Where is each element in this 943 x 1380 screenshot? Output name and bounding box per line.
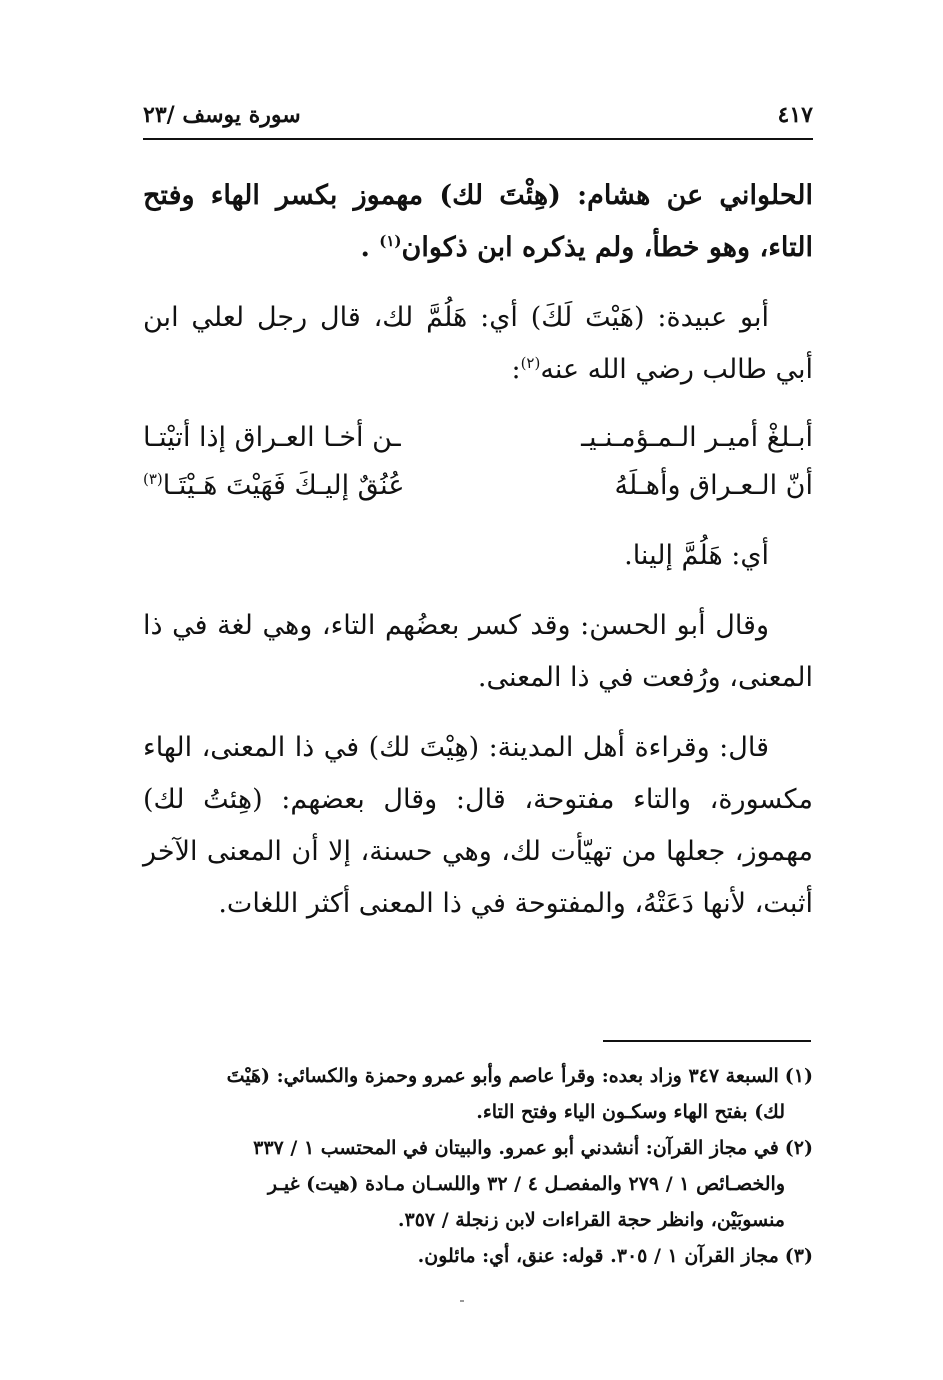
footnote-1-continued: لك) بفتح الهاء وسكـون الياء وفتح التاء. (476, 1101, 785, 1123)
main-text (143, 170, 813, 948)
footnote-ref-3: (٣) (143, 470, 163, 488)
verse-2-second-hemistich (143, 462, 404, 510)
footnote-text: السبعة ٣٤٧ وزاد بعده: وقرأ عاصم وأبو عمرو وحمزة والكسائي: (هَيْتَ (226, 1065, 779, 1087)
footnote-number: (٢) (784, 1137, 813, 1159)
paragraph-tail: : (511, 354, 521, 385)
verse-line-2 (143, 462, 813, 510)
paragraph-hulwani (143, 170, 813, 274)
footnote-number: (١) (784, 1065, 813, 1087)
running-title: سورة يوسف /٢٣ (143, 102, 301, 128)
poem-verse (143, 414, 813, 510)
footnote-2-continued: والخصـائص ١ / ٢٧٩ والمفصـل ٤ / ٣٢ واللسـان مـادة (هيت) غيـر (267, 1173, 785, 1195)
footnote-3 (143, 1238, 813, 1274)
footnote-ref-1: (١) (379, 232, 402, 250)
verse-2-first-hemistich: أنّ الـعـراق وأهـلَهُ (614, 470, 813, 501)
paragraph-abu-alhasan: وقال أبو الحسن: وقد كسر بعضُهم التاء، وهي لغة في ذا المعنى، ورُفعت في ذا المعنى. (143, 610, 813, 693)
page-header (143, 96, 813, 140)
footnote-text: مجاز القرآن ١ / ٣٠٥. قوله: عنق، أي: مائلون. (417, 1245, 779, 1267)
verse-1-first-hemistich: أبـلغْ أميـر الـمـؤمـنـيـ (581, 422, 813, 453)
footnote-separator (603, 1040, 811, 1042)
paragraph-text: الحلواني عن هشام: (هِئْتَ لك) مهموز بكسر الهاء وفتح التاء، وهو خطأ، ولم يذكره ابن ذكوان (143, 180, 813, 263)
paragraph-halumma: أي: هَلُمَّ إلينا. (624, 540, 769, 571)
paragraph-text: أبو عبيدة: (هَيْتَ لَكَ) أي: هَلُمَّ لك، قال رجل لعلي ابن أبي طالب رضي الله عنه (143, 302, 813, 385)
paragraph-madina-reading: قال: وقراءة أهل المدينة: (هِيْتَ لك) في ذا المعنى، الهاء مكسورة، والتاء مفتوحة، قال: وقال بعضهم: (هِئتُ لك) مهموز، جعلها من تهيّأت لك، وهي حسنة، إلا أن المعنى الآخر أثبت، لأنها دَعَتْهُ، والمفتوحة في ذا المعنى أكثر اللغات. (143, 732, 813, 919)
scan-speck (460, 1300, 464, 1302)
paragraph-tail: . (360, 232, 370, 263)
footnote-2 (143, 1130, 813, 1166)
footnote-2-continued: منسوبَيْن، وانظر حجة القراءات لابن زنجلة / ٣٥٧. (397, 1209, 785, 1231)
page-number: ٤١٧ (777, 102, 813, 128)
verse-line-1 (143, 414, 813, 462)
verse-2-second-text: عُنُقٌ إليـكَ فَهَيْتَ هَـيْتَـا (162, 470, 405, 501)
footnote-1 (143, 1058, 813, 1094)
footnote-number: (٣) (784, 1245, 813, 1267)
footnotes (143, 1058, 813, 1274)
footnote-text: في مجاز القرآن: أنشدني أبو عمرو. والبيتان في المحتسب ١ / ٣٣٧ (253, 1137, 779, 1159)
footnote-ref-2: (٢) (520, 354, 541, 372)
verse-1-second-hemistich: ـن أخـا العـراق إذا أتيْتـا (143, 422, 401, 453)
paragraph-abu-ubayda (143, 292, 813, 396)
